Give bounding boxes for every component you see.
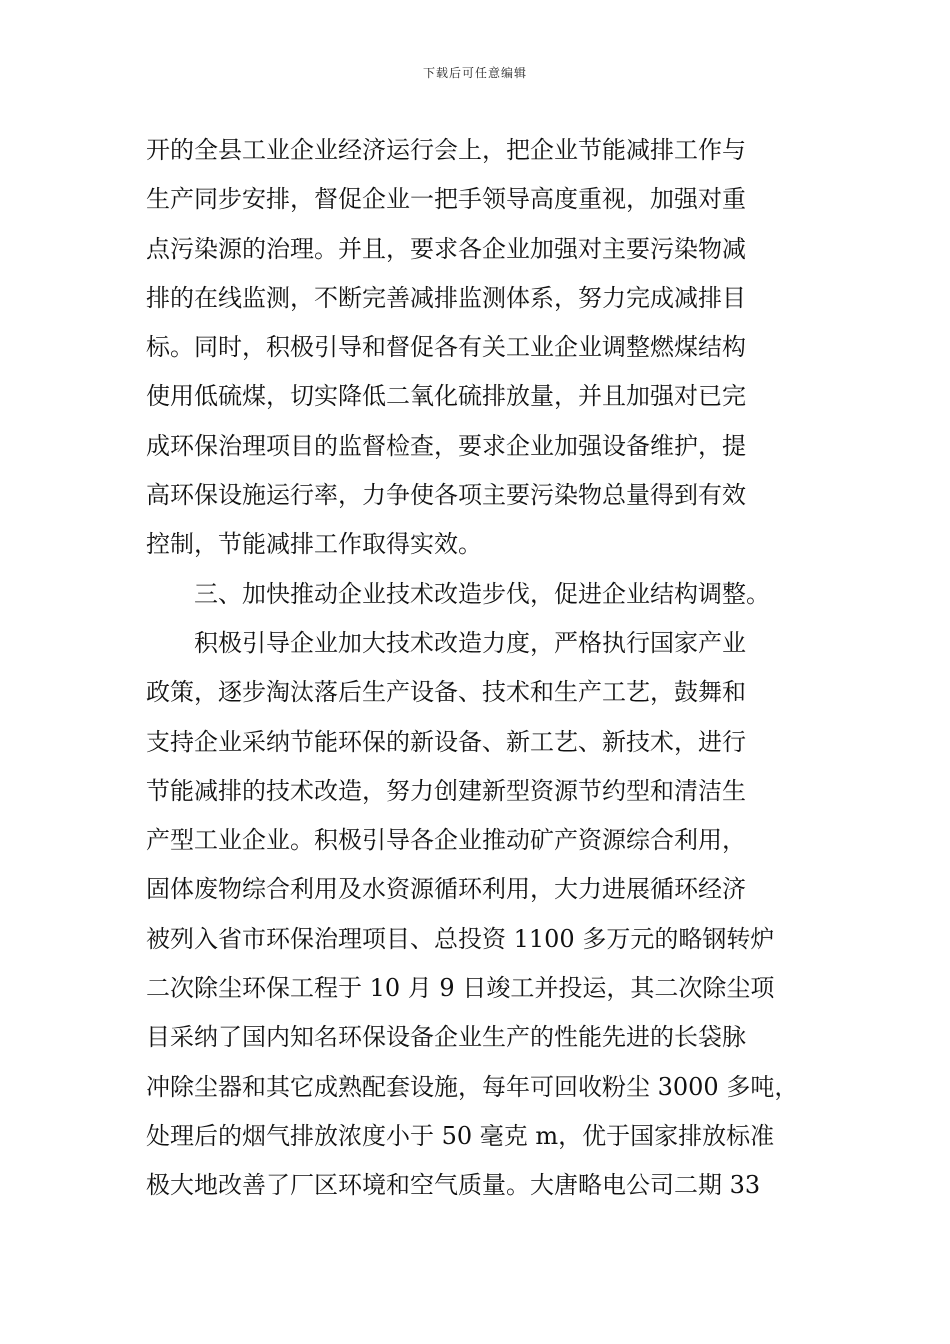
text-line: 被列入省市环保治理项目、总投资 1100 多万元的略钢转炉 <box>146 924 775 953</box>
text-line: 节能减排的技术改造，努力创建新型资源节约型和清洁生 <box>146 776 746 805</box>
text-line: 使用低硫煤，切实降低二氧化硫排放量，并且加强对已完 <box>146 382 746 411</box>
text-line: 成环保治理项目的监督检查，要求企业加强设备维护，提 <box>146 431 746 460</box>
text-line: 控制，节能减排工作取得实效。 <box>146 530 482 559</box>
text-line: 开的全县工业企业经济运行会上，把企业节能减排工作与 <box>146 136 746 164</box>
text-line: 冲除尘器和其它成熟配套设施，每年可回收粉尘 3000 多吨， <box>146 1072 799 1101</box>
text-line: 目采纳了国内知名环保设备企业生产的性能先进的长袋脉 <box>146 1023 746 1052</box>
text-line: 高环保设施运行率，力争使各项主要污染物总量得到有效 <box>146 481 746 510</box>
text-line: 标。同时，积极引导和督促各有关工业企业调整燃煤结构 <box>146 333 746 362</box>
text-line: 二次除尘环保工程于 10 月 9 日竣工并投运，其二次除尘项 <box>146 974 775 1003</box>
document-body <box>146 126 806 1211</box>
text-line: 点污染源的治理。并且，要求各企业加强对主要污染物减 <box>146 234 746 263</box>
text-line: 极大地改善了厂区环境和空气质量。大唐略电公司二期 33 <box>146 1171 761 1200</box>
page-header: 下载后可任意编辑 <box>422 66 527 80</box>
text-line: 产型工业企业。积极引导各企业推动矿产资源综合利用， <box>146 826 746 855</box>
text-line: 处理后的烟气排放浓度小于 50 毫克 m，优于国家排放标准 <box>146 1121 775 1150</box>
text-line: 政策，逐步淘汰落后生产设备、技术和生产工艺，鼓舞和 <box>146 678 746 707</box>
text-line: 固体废物综合利用及水资源循环利用，大力进展循环经济 <box>146 875 746 904</box>
paragraph-start-line: 积极引导企业加大技术改造力度，严格执行国家产业 <box>194 628 746 657</box>
text-line: 生产同步安排，督促企业一把手领导高度重视，加强对重 <box>146 185 746 214</box>
text-line: 排的在线监测，不断完善减排监测体系，努力完成减排目 <box>146 283 746 312</box>
section-heading: 三、加快推动企业技术改造步伐，促进企业结构调整。 <box>194 579 770 608</box>
text-line: 支持企业采纳节能环保的新设备、新工艺、新技术，进行 <box>146 727 746 756</box>
